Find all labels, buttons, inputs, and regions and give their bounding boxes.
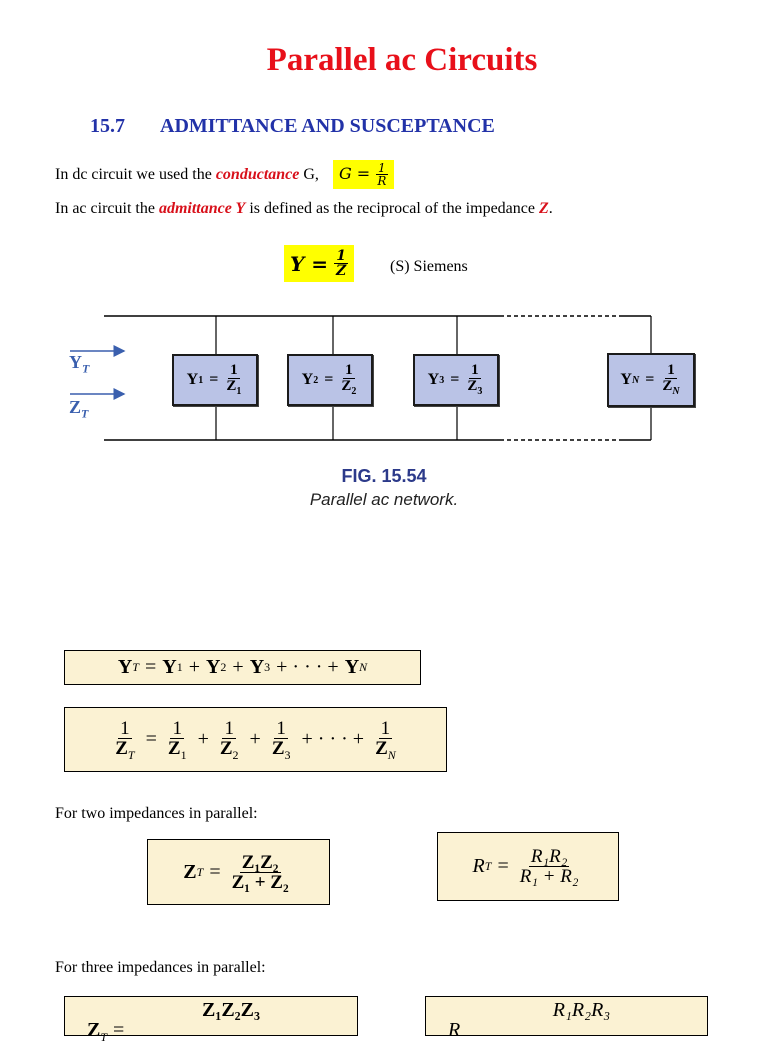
figure-label: FIG. 15.54 <box>341 466 427 486</box>
dc-text-before: In dc circuit we used the <box>55 166 216 183</box>
two-impedance-equation: Z T = $\frac{\text{Z₁Z₂}}{\text{Z₁ + Z₂}}$ <box>147 839 330 905</box>
dc-conductance-line <box>55 160 394 189</box>
admittance-fraction <box>334 249 348 278</box>
section-number: 15.7 <box>90 115 125 137</box>
total-admittance-equation: Y T = Y 1 + Y 2 + Y 3 + · · · + Y N <box>64 650 421 685</box>
ac-text-middle: is defined as the reciprocal of the impedance <box>245 200 539 217</box>
branch-admittance-y2: Y 2 = $\frac{1}{Z_2}$ <box>287 354 373 406</box>
section-title: ADMITTANCE AND SUSCEPTANCE <box>160 115 495 137</box>
figure-caption: Parallel ac network. <box>309 490 459 509</box>
conductance-lhs: G = <box>338 164 371 183</box>
dc-text-after: G, <box>299 166 319 183</box>
section-heading <box>90 115 495 138</box>
page-title: Parallel ac Circuits <box>266 42 538 78</box>
branch-admittance-y3: Y 3 = $\frac{1}{Z_3}$ <box>413 354 499 406</box>
impedance-symbol: Z <box>538 200 549 217</box>
yt-label: $Y_T$ <box>69 352 90 376</box>
conductance-term: conductance <box>215 166 300 183</box>
ac-text-before: In ac circuit the <box>55 200 159 217</box>
two-resistor-equation: R T = $\frac{\text{R₁R₂}}{\text{R₁ + R₂}}$ <box>437 832 619 901</box>
branch-admittance-yn: Y N = $\frac{1}{Z_N}$ <box>607 353 695 407</box>
three-resistor-equation: R R₁R₂R₃ <box>425 996 708 1036</box>
two-impedances-text: For two impedances in parallel: <box>55 805 258 822</box>
admittance-lhs: Y = <box>290 251 328 276</box>
branch-admittance-y1: Y 1 = $\frac{1}{Z_1}$ <box>172 354 258 406</box>
admittance-num: 1 <box>336 248 346 264</box>
conductance-den: R <box>377 174 387 188</box>
siemens-unit: (S) Siemens <box>390 258 468 275</box>
three-impedance-equation: $Z_T$ = Z₁Z₂Z₃ <box>64 996 358 1036</box>
conductance-num: 1 <box>378 161 386 175</box>
conductance-formula <box>333 160 394 189</box>
zt-label: $Z_T$ <box>69 397 89 421</box>
admittance-den: Z <box>336 263 347 279</box>
ac-admittance-line <box>55 200 553 218</box>
conductance-fraction <box>375 162 388 187</box>
admittance-term: admittance Y <box>158 200 246 217</box>
ac-text-end: . <box>548 200 553 217</box>
reciprocal-impedance-equation: $\frac{1}{Z_T}$ = $\frac{1}{Z_1}$ + $\frac{1}{Z_2}$ + $\frac{1}{Z_3}$ + · · · + $\frac{1}{Z_N}$ <box>64 707 447 772</box>
three-impedances-text: For three impedances in parallel: <box>55 959 266 976</box>
admittance-formula <box>284 245 354 282</box>
